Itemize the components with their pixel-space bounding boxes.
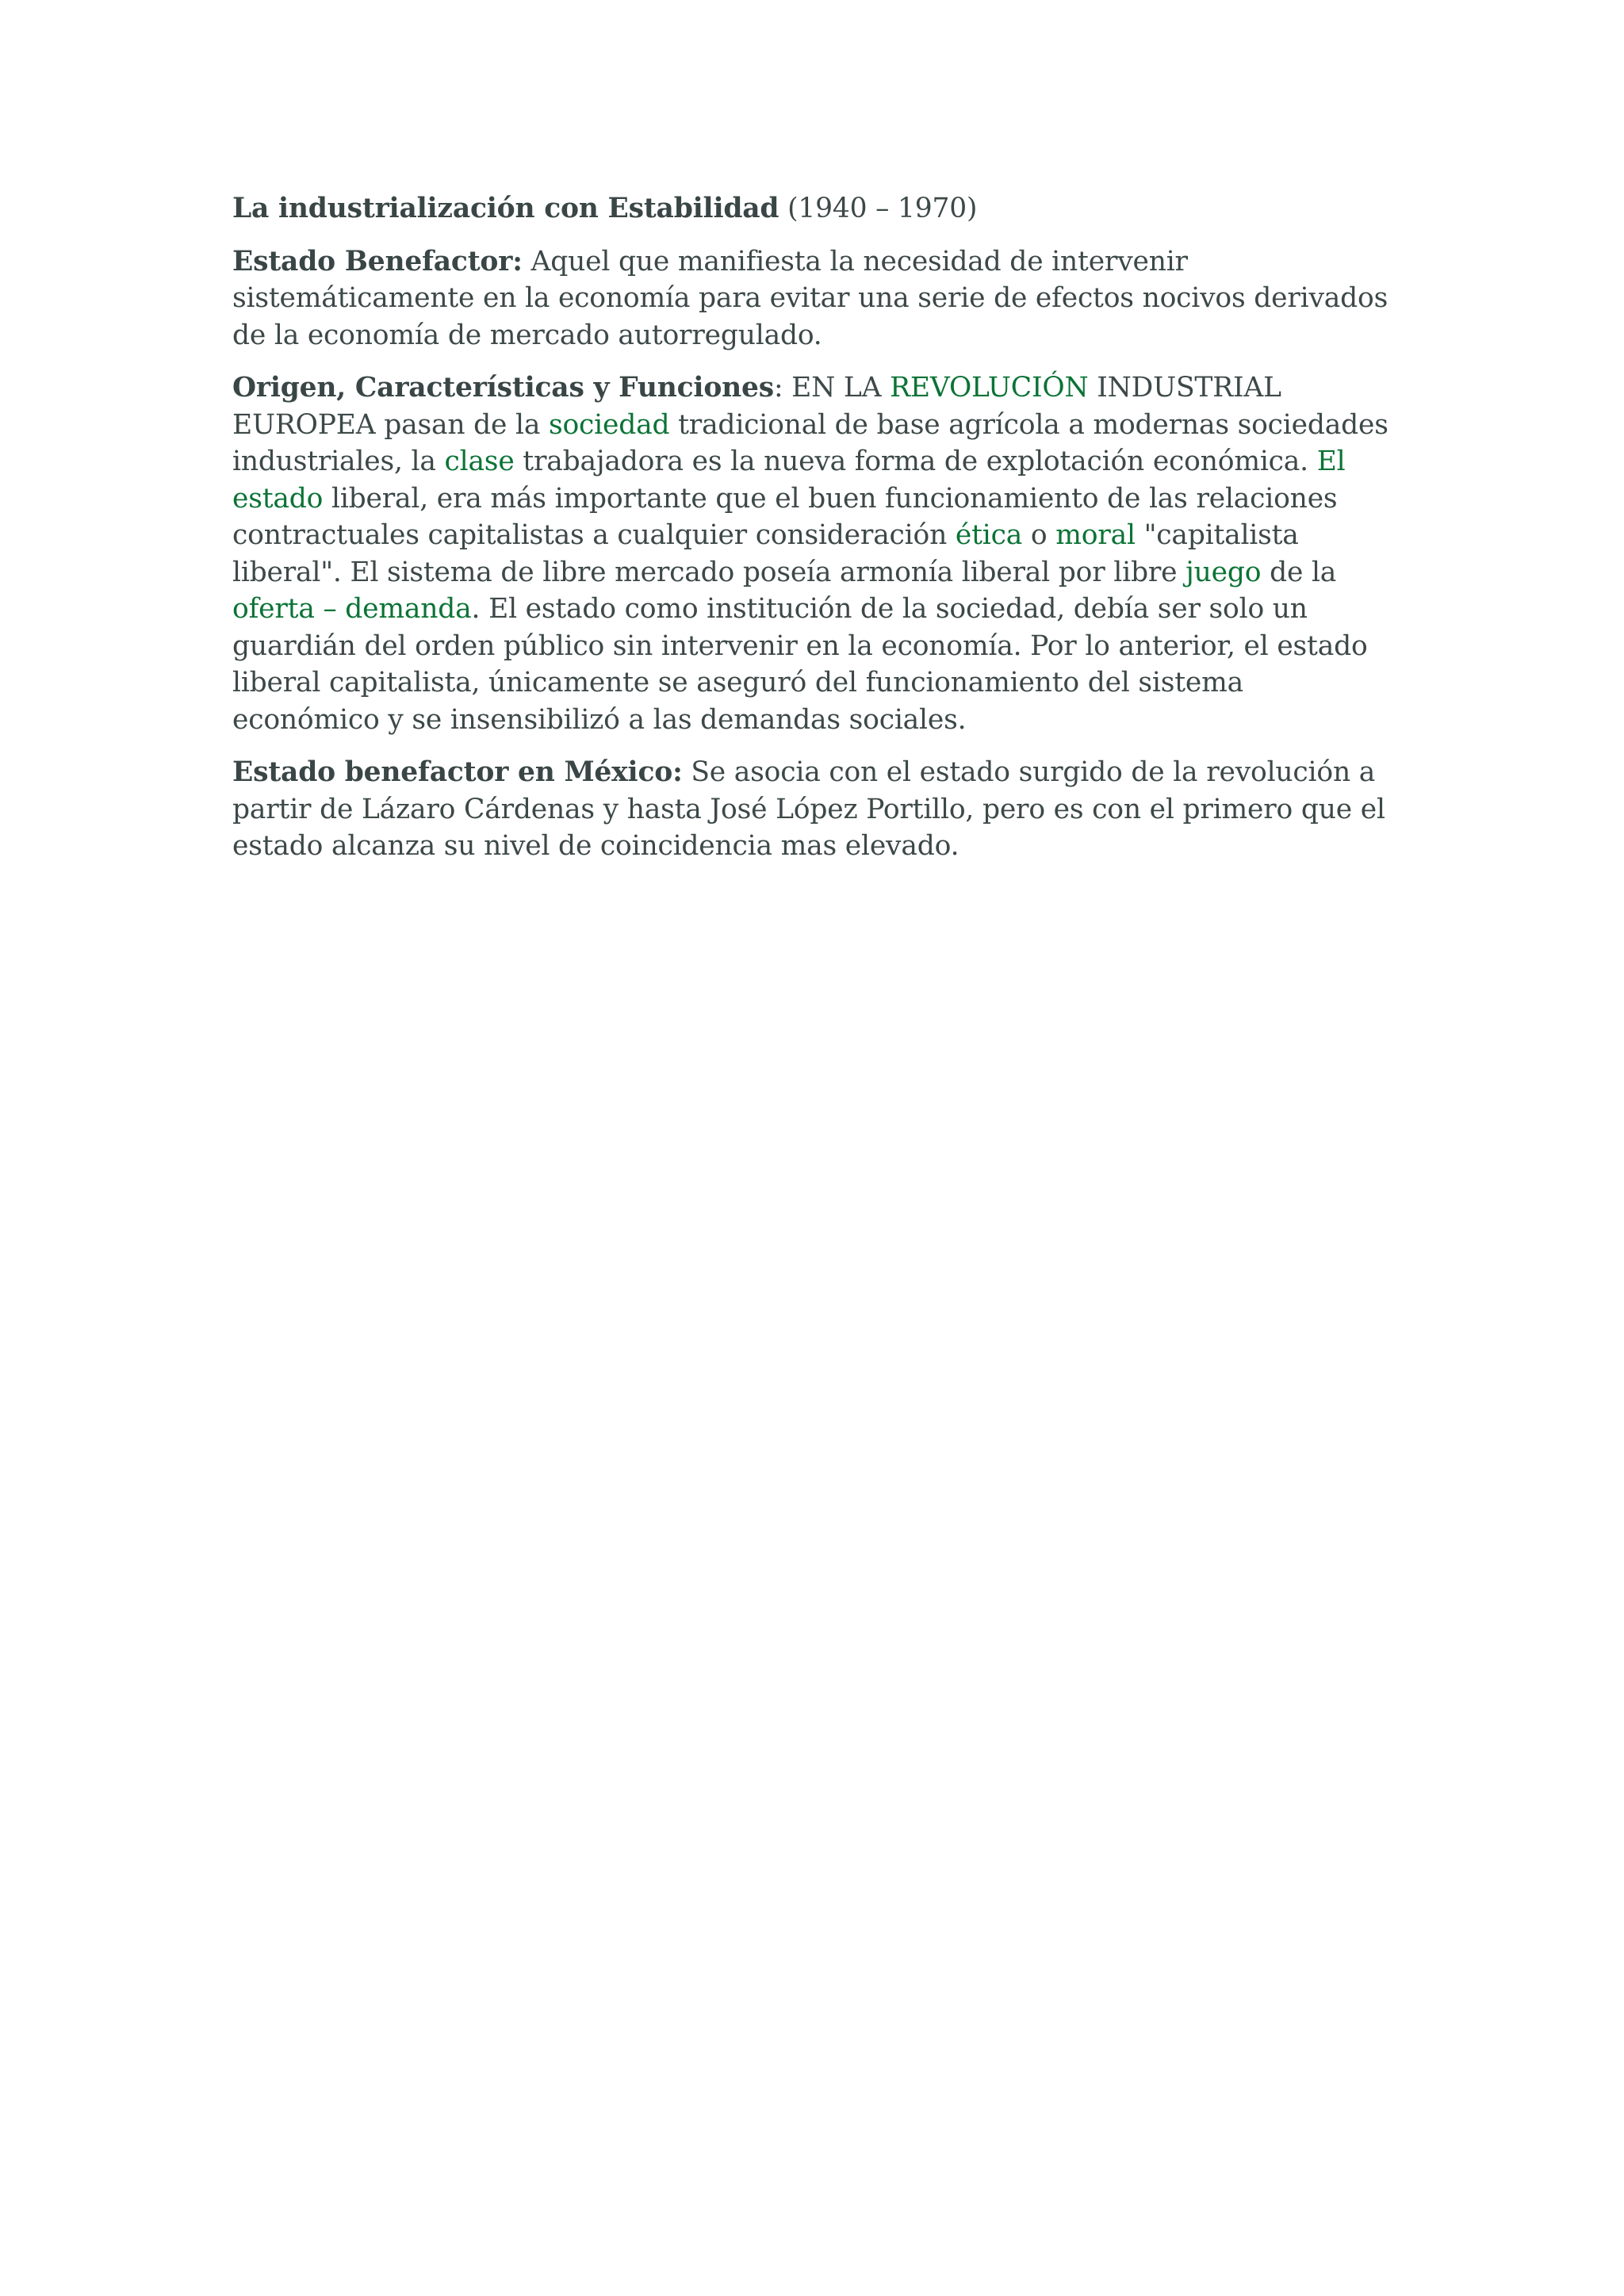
text-segment: de la xyxy=(1261,556,1337,588)
text-segment: : EN LA xyxy=(773,372,891,404)
section-title: La industrialización con Estabilidad xyxy=(232,193,779,224)
text-segment: INDUSTRIAL EUROPEA pasan de la xyxy=(232,372,1281,441)
text-segment: "capitalista liberal". El sistema de libre mercado poseía armonía liberal por libre xyxy=(232,519,1299,588)
text-segment: tradicional de base agrícola a modernas sociedades industriales, la xyxy=(232,408,1388,477)
link-sociedad[interactable]: sociedad xyxy=(548,408,670,441)
link-separator: – xyxy=(314,593,346,625)
definition-estado-benefactor: Aquel que manifiesta la necesidad de intervenir sistemáticamente en la economía para evitar una serie de efectos nocivos derivados de la economía de mercado autorregulado. xyxy=(232,245,1388,351)
link-el-estado[interactable]: El estado xyxy=(232,446,1346,515)
paragraph-mexico xyxy=(232,754,1398,865)
link-demanda[interactable]: demanda xyxy=(345,593,472,625)
section-heading xyxy=(232,190,1398,228)
text-estado-mexico: Se asocia con el estado surgido de la revolución a partir de Lázaro Cárdenas y hasta José López Portillo, pero es con el primero que el estado alcanza su nivel de coincidencia mas elevado. xyxy=(232,756,1385,862)
link-oferta[interactable]: oferta xyxy=(232,593,315,625)
term-estado-benefactor: Estado Benefactor: xyxy=(232,245,523,277)
text-segment: liberal, era más importante que el buen funcionamiento de las relaciones contractuales capitalistas a cualquier consideración xyxy=(232,482,1338,551)
link-etica[interactable]: ética xyxy=(955,519,1023,551)
paragraph-origen xyxy=(232,369,1398,738)
link-revolucion[interactable]: REVOLUCIÓN xyxy=(890,372,1089,404)
document-body xyxy=(232,190,1398,881)
text-segment: o xyxy=(1022,519,1056,551)
link-juego[interactable]: juego xyxy=(1185,556,1262,588)
link-moral[interactable]: moral xyxy=(1055,519,1136,551)
term-estado-mexico: Estado benefactor en México: xyxy=(232,756,683,788)
paragraph-estado-benefactor xyxy=(232,243,1398,354)
section-period: (1940 – 1970) xyxy=(779,193,978,224)
text-segment: trabajadora es la nueva forma de explotación económica. xyxy=(514,446,1317,477)
link-clase[interactable]: clase xyxy=(444,446,515,477)
text-segment: . El estado como institución de la sociedad, debía ser solo un guardián del orden público sin intervenir en la economía. Por lo anterior, el estado liberal capitalista, únicamente se aseguró del funcionamiento del sistema económico y se insensibilizó a las demandas sociales. xyxy=(232,593,1368,736)
term-origen: Origen, Características y Funciones xyxy=(232,372,774,404)
